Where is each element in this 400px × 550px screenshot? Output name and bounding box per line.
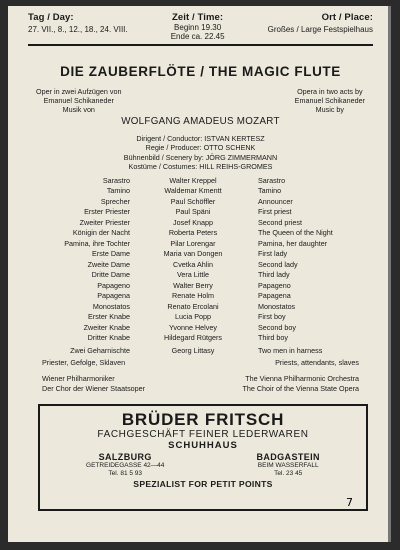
ensemble-de: Priester, Gefolge, Sklaven (42, 358, 126, 368)
schedule-header (28, 12, 373, 41)
cast-row (28, 218, 373, 229)
cast-role-english: Second boy (258, 322, 296, 332)
ad-street: BEIM WASSERFALL (257, 462, 319, 470)
cast-role-german: Tamino (106, 186, 130, 196)
cast-singer: Walter Kreppel (169, 175, 217, 185)
cast-role-english: Second priest (258, 217, 302, 227)
staff-conductor: Dirigent / Conductor: ISTVAN KERTESZ (136, 133, 265, 143)
cast-row (28, 270, 373, 281)
cast-role-german: Erste Dame (92, 249, 130, 259)
cast-singer: Waldemar Kmentt (164, 186, 222, 196)
cast-role-german: Dritte Dame (91, 270, 130, 280)
cast-list (28, 176, 373, 357)
cast-role-german: Sarastro (102, 175, 130, 185)
ad-locations (40, 452, 366, 478)
cast-role-german: Zweiter Knabe (83, 322, 130, 332)
ad-phone: Tel. 81 5 93 (108, 470, 143, 478)
cast-singer: Pilar Lorengar (170, 238, 216, 248)
cast-role-english: Pamina, her daughter (258, 238, 328, 248)
credits-en-line1: Opera in two acts by (297, 87, 363, 96)
cast-row (28, 312, 373, 323)
cast-row (28, 346, 373, 357)
ad-location-badgastein (256, 452, 320, 478)
cast-role-english: Monostatos (258, 301, 296, 311)
cast-singer: Josef Knapp (173, 217, 213, 227)
place-value: Großes / Large Festspielhaus (267, 25, 373, 34)
cast-role-english: First lady (258, 249, 288, 259)
credits-german (36, 87, 122, 115)
credits-english (295, 87, 365, 115)
cast-row (28, 239, 373, 250)
ad-shop-type: SCHUHHAUS (168, 440, 238, 452)
staff-costumes: Kostüme / Costumes: HILL REIHS-GROMES (128, 162, 273, 172)
cast-singer: Roberta Peters (168, 228, 218, 238)
time-end: Ende ca. 22.45 (170, 32, 225, 41)
ensemble-en: Priests, attendants, slaves (275, 358, 359, 368)
composer-name: WOLFGANG AMADEUS MOZART (121, 115, 280, 127)
cast-singer: Yvonne Helvey (169, 322, 217, 332)
cast-row (28, 249, 373, 260)
time-column (171, 12, 225, 41)
page-number: 7 (346, 496, 353, 509)
cast-role-german: Zweite Dame (87, 259, 130, 269)
cast-role-german: Papagena (97, 291, 130, 301)
ad-location-salzburg (86, 452, 164, 478)
cast-row (28, 207, 373, 218)
cast-row (28, 302, 373, 313)
choir-row (28, 384, 373, 394)
cast-singer: Renato Ercolani (167, 301, 219, 311)
time-begin: Beginn 19.30 (174, 23, 222, 32)
cast-row (28, 197, 373, 208)
place-column (268, 12, 373, 41)
cast-role-german: Erster Knabe (88, 312, 130, 322)
orchestra-en: The Vienna Philharmonic Orchestra (245, 374, 359, 384)
cast-singer: Hildegard Rütgers (164, 333, 222, 343)
ad-company-name: BRÜDER FRITSCH (121, 410, 285, 430)
cast-singer: Cvetka Ahlin (173, 259, 213, 269)
cast-role-english: The Queen of the Night (258, 228, 333, 238)
time-label: Zeit / Time: (172, 12, 224, 23)
cast-role-english: Third lady (258, 270, 290, 280)
ad-subtitle: FACHGESCHÄFT FEINER LEDERWAREN (97, 429, 309, 441)
program-sheet (28, 12, 373, 511)
cast-role-german: Erster Priester (84, 207, 130, 217)
cast-singer: Lucia Popp (175, 312, 211, 322)
cast-row (28, 186, 373, 197)
cast-role-german: Zweiter Priester (79, 217, 130, 227)
day-column (28, 12, 128, 41)
cast-row (28, 281, 373, 292)
credits-de-line1: Oper in zwei Aufzügen von (36, 87, 122, 96)
credits-de-line3: Musik von (62, 105, 95, 115)
cast-singer: Paul Späni (175, 207, 211, 217)
credits-en-line3: Music by (315, 105, 345, 115)
cast-role-english: Papageno (258, 280, 291, 290)
cast-role-german: Sprecher (100, 196, 130, 206)
cast-role-english: Third boy (258, 333, 288, 343)
staff-producer: Regie / Producer: OTTO SCHENK (145, 143, 256, 153)
cast-role-german: Monostatos (92, 301, 130, 311)
cast-role-german: Pamina, ihre Tochter (64, 238, 130, 248)
ad-phone: Tel. 23 45 (274, 470, 303, 478)
staff-scenery: Bühnenbild / Scenery by: JÖRG ZIMMERMANN (123, 152, 278, 162)
cast-row (28, 228, 373, 239)
ad-street: GETREIDEGASSE 42—44 (86, 462, 165, 470)
program-page (8, 6, 391, 542)
cast-singer: Georg Littasy (171, 345, 215, 355)
ensemble-row (28, 358, 373, 368)
choir-en: The Choir of the Vienna State Opera (242, 383, 359, 393)
cast-row (28, 260, 373, 271)
cast-role-german: Königin der Nacht (72, 228, 130, 238)
ad-city: SALZBURG (98, 452, 152, 463)
ad-slogan: SPEZIALIST FOR PETIT POINTS (133, 478, 273, 489)
ad-city: BADGASTEIN (256, 452, 320, 463)
day-label: Tag / Day: (28, 12, 74, 23)
cast-role-english: Tamino (258, 186, 282, 196)
cast-role-english: Announcer (258, 196, 293, 206)
credits-en-line2: Emanuel Schikaneder (294, 96, 365, 106)
credits-de-line2: Emanuel Schikaneder (43, 96, 114, 106)
cast-role-german: Papageno (97, 280, 130, 290)
cast-role-english: Papagena (258, 291, 291, 301)
cast-role-english: Sarastro (258, 175, 286, 185)
cast-role-german: Dritter Knabe (87, 333, 130, 343)
opera-title: DIE ZAUBERFLÖTE / THE MAGIC FLUTE (60, 64, 341, 79)
cast-singer: Paul Schöffler (170, 196, 216, 206)
cast-row (28, 323, 373, 334)
cast-row (28, 333, 373, 344)
cast-role-english: First boy (258, 312, 286, 322)
header-divider (28, 44, 373, 46)
cast-role-german: Zwei Geharnischte (70, 345, 130, 355)
place-label: Ort / Place: (321, 12, 373, 23)
ensemble-credits (28, 358, 373, 393)
opera-credits (28, 87, 373, 115)
orchestra-row (28, 374, 373, 384)
cast-row (28, 291, 373, 302)
cast-role-english: Two men in harness (258, 345, 323, 355)
orchestra-de: Wiener Philharmoniker (42, 374, 115, 384)
cast-singer: Renate Holm (172, 291, 214, 301)
cast-role-english: Second lady (258, 259, 298, 269)
cast-row (28, 176, 373, 187)
cast-singer: Walter Berry (173, 280, 213, 290)
cast-singer: Maria van Dongen (163, 249, 223, 259)
advertisement (38, 404, 368, 511)
choir-de: Der Chor der Wiener Staatsoper (42, 383, 146, 393)
cast-role-english: First priest (258, 207, 292, 217)
production-staff (28, 134, 373, 172)
day-value: 27. VII., 8., 12., 18., 24. VIII. (28, 25, 128, 34)
cast-singer: Vera Little (177, 270, 209, 280)
